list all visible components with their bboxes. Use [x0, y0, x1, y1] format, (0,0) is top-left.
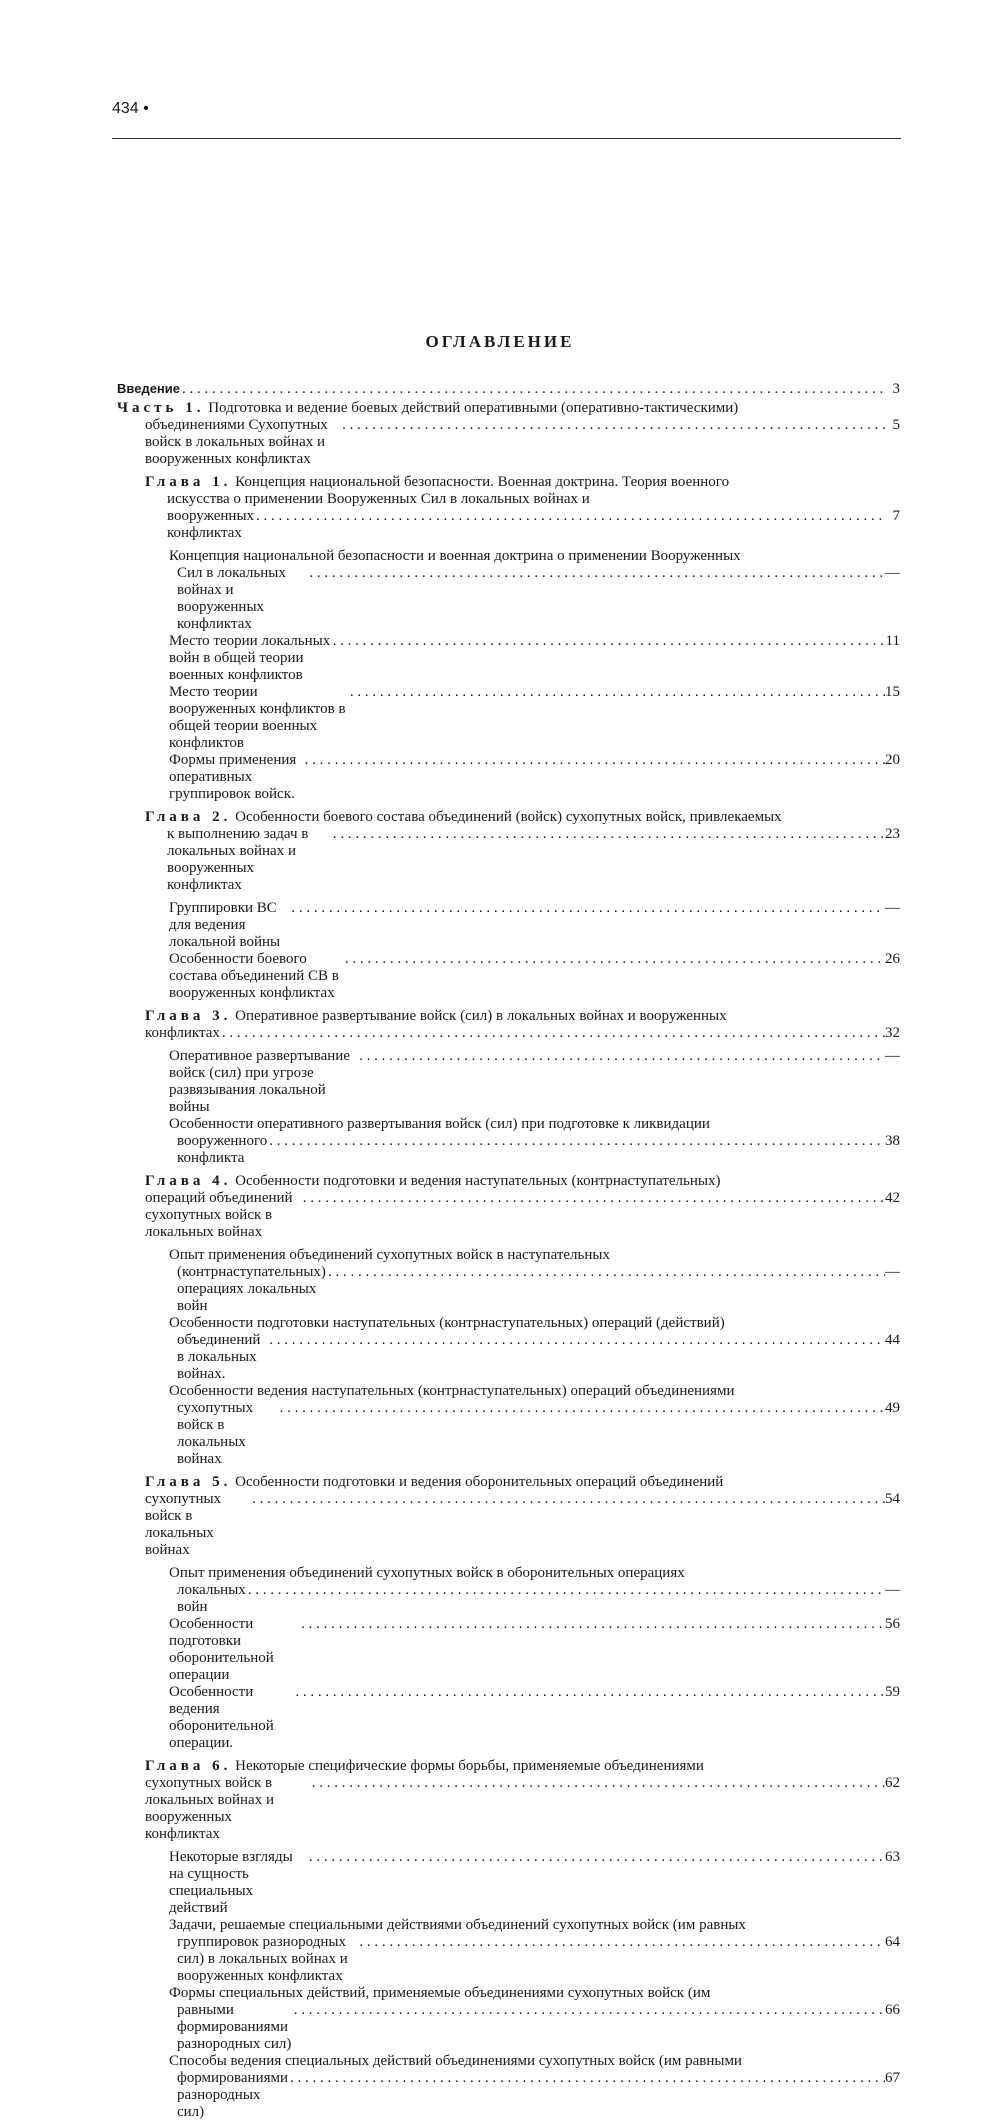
entry-title-line: равными формированиями разнородных сил) [177, 2002, 292, 2052]
page-number: 64 [885, 1934, 900, 1950]
leader-dots [357, 1048, 885, 1065]
toc-entry-section[interactable] [117, 633, 900, 684]
entry-title-line: вооруженного конфликта [177, 1133, 268, 1166]
entry-title-line: Задачи, решаемые специальными действиями объединений сухопутных войск (им равных [169, 1917, 746, 1933]
page-number: 38 [885, 1133, 900, 1149]
toc-entry-intro[interactable] [117, 380, 900, 398]
toc-title: ОГЛАВЛЕНИЕ [425, 332, 575, 351]
entry-title-line: Особенности подготовки наступательных (контрнаступательных) операций (действий) [169, 1315, 725, 1331]
toc-entry-chapter5[interactable] [117, 1474, 900, 1559]
leader-dots [292, 2002, 885, 2019]
leader-dots [254, 508, 886, 525]
toc-entry-section[interactable] [117, 1565, 900, 1616]
page-number: 67 [885, 2070, 900, 2086]
entry-title: Особенности ведения оборонительной операции. [169, 1684, 274, 1751]
entry-title: Особенности подготовки оборонительной операции [169, 1616, 274, 1683]
part-prefix: Часть 1. [117, 400, 205, 416]
page-number: 59 [885, 1684, 900, 1700]
chapter-prefix: Глава 3. [145, 1008, 232, 1024]
page-number: 11 [885, 633, 900, 649]
entry-title-line: Концепция национальной безопасности и военная доктрина о применении Вооруженных [169, 548, 741, 564]
entry-title-line: Формы специальных действий, применяемые объединениями сухопутных войск (им [169, 1985, 711, 2001]
toc-entry-section[interactable] [117, 900, 900, 951]
leader-dots [307, 1849, 885, 1866]
page-number: 20 [885, 752, 900, 768]
entry-title: Формы применения оперативных группировок войск. [169, 752, 297, 802]
toc-entry-chapter1[interactable] [117, 474, 900, 542]
entry-title: Особенности боевого состава объединений СВ в вооруженных конфликтах [169, 951, 339, 1001]
page-number: 49 [885, 1400, 900, 1416]
page-number: — [885, 1048, 900, 1064]
chapter-prefix: Глава 1. [145, 474, 232, 490]
entry-title-line: Особенности подготовки и ведения наступательных (контрнаступательных) [235, 1173, 721, 1189]
toc-entry-section[interactable] [117, 1985, 900, 2053]
entry-title-line: Оперативное развертывание войск (сил) в локальных войнах и вооруженных [235, 1008, 727, 1024]
entry-title: Введение [117, 381, 180, 396]
entry-title-line: сухопутных войск в локальных войнах и вооруженных конфликтах [145, 1775, 274, 1842]
page-number: 7 [892, 508, 900, 524]
entry-title-line: сухопутных войск в локальных войнах [177, 1400, 254, 1467]
page-number: 62 [885, 1775, 900, 1791]
entry-title-line: конфликтах [145, 1025, 220, 1041]
leader-dots [343, 951, 885, 968]
toc-entry-section[interactable] [117, 1048, 900, 1116]
toc-entry-section[interactable] [117, 2053, 900, 2121]
page-number: 15 [885, 684, 900, 700]
page-number: — [885, 1582, 900, 1598]
header-rule [112, 138, 901, 139]
entry-title-line: операций объединений сухопутных войск в локальных войнах [145, 1190, 293, 1240]
page-number: 23 [885, 826, 900, 842]
entry-title-line: формированиями разнородных сил) [177, 2070, 289, 2120]
table-of-contents [117, 380, 900, 2121]
chapter-prefix: Глава 5. [145, 1474, 232, 1490]
chapter-prefix: Глава 4. [145, 1173, 232, 1189]
leader-dots [288, 2070, 885, 2087]
toc-entry-section[interactable] [117, 1247, 900, 1315]
toc-entry-section[interactable] [117, 752, 900, 803]
toc-entry-section[interactable] [117, 1917, 900, 1985]
entry-title: Группировки ВС для ведения локальной войны [169, 900, 281, 950]
entry-title: Место теории локальных войн в общей теории военных конфликтов [169, 633, 331, 683]
toc-entry-section[interactable] [117, 1315, 900, 1383]
leader-dots [340, 417, 886, 434]
page-number: — [885, 565, 900, 581]
leader-dots [278, 1400, 885, 1417]
page-number: 42 [885, 1190, 900, 1206]
toc-entry-section[interactable] [117, 951, 900, 1002]
toc-entry-section[interactable] [117, 1616, 900, 1684]
page-number: 63 [885, 1849, 900, 1865]
page-number: 26 [885, 951, 900, 967]
page-number: 3 [892, 381, 900, 397]
chapter-prefix: Глава 6. [145, 1758, 232, 1774]
entry-title-line: Особенности подготовки и ведения оборонительных операций объединений [235, 1474, 724, 1490]
entry-title-line: объединений в локальных войнах. [177, 1332, 261, 1382]
leader-dots [293, 1684, 885, 1701]
toc-entry-section[interactable] [117, 1116, 900, 1167]
entry-title-line: Подготовка и ведение боевых действий оперативными (оперативно-тактическими) [208, 400, 739, 416]
leader-dots [326, 1264, 885, 1281]
entry-title: Место теории вооруженных конфликтов в общей теории военных конфликтов [169, 684, 346, 751]
toc-entry-part1[interactable] [117, 400, 900, 468]
page-number: 54 [885, 1491, 900, 1507]
page-number: 56 [885, 1616, 900, 1632]
entry-title-line: (контрнаступательных) операциях локальных войн [177, 1264, 326, 1314]
entry-title-line: сухопутных войск в локальных войнах [145, 1491, 222, 1558]
entry-title-line: Особенности ведения наступательных (контрнаступательных) операций объединениями [169, 1383, 735, 1399]
leader-dots [348, 684, 885, 701]
toc-entry-section[interactable] [117, 1383, 900, 1468]
toc-entry-chapter6[interactable] [117, 1758, 900, 1843]
toc-entry-chapter4[interactable] [117, 1173, 900, 1241]
entry-title-line: Опыт применения объединений сухопутных войск в оборонительных операциях [169, 1565, 685, 1581]
leader-dots [246, 1582, 885, 1599]
leader-dots [180, 381, 886, 398]
entry-title-line: группировок разнородных сил) в локальных войнах и вооруженных конфликтах [177, 1934, 348, 1984]
entry-title-line: Опыт применения объединений сухопутных войск в наступательных [169, 1247, 610, 1263]
entry-title-line: Сил в локальных войнах и вооруженных конфликтах [177, 565, 286, 632]
page-number: 32 [885, 1025, 900, 1041]
entry-title-line: локальных войн [177, 1582, 246, 1615]
entry-title-line: к выполнению задач в локальных войнах и вооруженных конфликтах [167, 826, 309, 893]
leader-dots [250, 1491, 885, 1508]
toc-entry-section[interactable] [117, 548, 900, 633]
leader-dots [220, 1025, 885, 1042]
leader-dots [267, 1332, 885, 1349]
entry-title-line: Некоторые специфические формы борьбы, применяемые объединениями [235, 1758, 704, 1774]
toc-entry-section[interactable] [117, 1849, 900, 1917]
entry-title-line: вооруженных конфликтах [167, 508, 255, 541]
page-number: 5 [892, 417, 900, 433]
entry-title: Оперативное развертывание войск (сил) при угрозе развязывания локальной войны [169, 1048, 350, 1115]
toc-entry-section[interactable] [117, 684, 900, 752]
toc-entry-section[interactable] [117, 1684, 900, 1752]
chapter-prefix: Глава 2. [145, 809, 232, 825]
toc-entry-chapter2[interactable] [117, 809, 900, 894]
leader-dots [303, 752, 885, 769]
page-number: 44 [885, 1332, 900, 1348]
leader-dots [357, 1934, 885, 1951]
entry-title-line: объединениями Сухопутных войск в локальных войнах и вооруженных конфликтах [145, 417, 328, 467]
leader-dots [331, 633, 886, 650]
page-number-header: 434 • [112, 100, 149, 117]
page-number: — [885, 1264, 900, 1280]
entry-title-line: Способы ведения специальных действий объединениями сухопутных войск (им равными [169, 2053, 742, 2069]
entry-title-line: Концепция национальной безопасности. Военная доктрина. Теория военного [235, 474, 730, 490]
leader-dots [331, 826, 885, 843]
leader-dots [299, 1616, 885, 1633]
toc-entry-chapter3[interactable] [117, 1008, 900, 1042]
entry-title-line: искусства о применении Вооруженных Сил в локальных войнах и [167, 491, 590, 507]
leader-dots [289, 900, 885, 917]
page-number: 66 [885, 2002, 900, 2018]
leader-dots [267, 1133, 885, 1150]
leader-dots [307, 565, 885, 582]
leader-dots [310, 1775, 885, 1792]
entry-title: Некоторые взгляды на сущность специальных действий [169, 1849, 293, 1916]
page-number: — [885, 900, 900, 916]
entry-title-line: Особенности боевого состава объединений (войск) сухопутных войск, привлекаемых [235, 809, 782, 825]
leader-dots [301, 1190, 885, 1207]
entry-title-line: Особенности оперативного развертывания войск (сил) при подготовке к ликвидации [169, 1116, 710, 1132]
